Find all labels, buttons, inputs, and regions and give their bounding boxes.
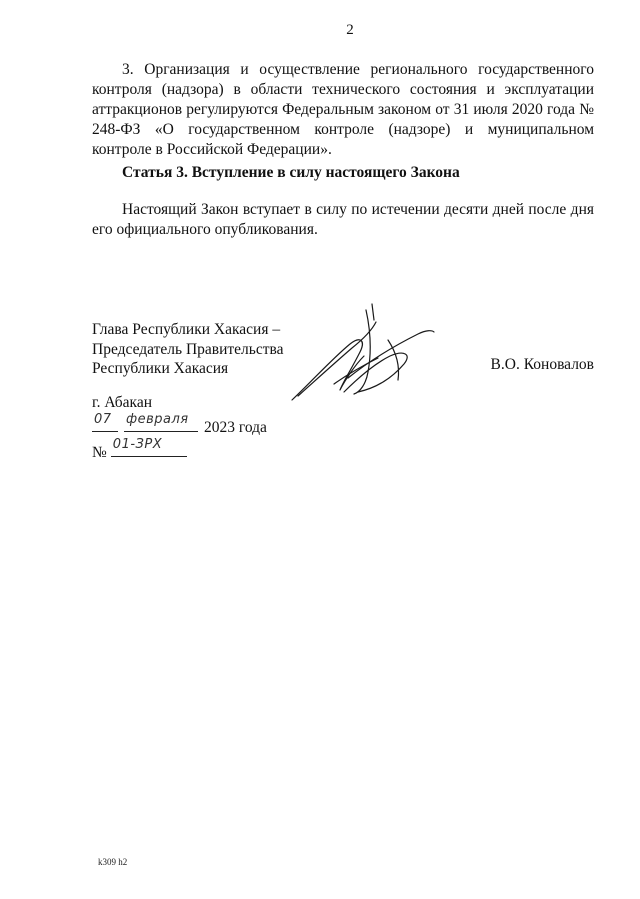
paragraph-entry-into-force: Настоящий Закон вступает в силу по истечении десяти дней после дня его официального опубликования.: [92, 201, 594, 238]
handwritten-number-field: [111, 438, 187, 457]
signer-title-line-2: Председатель Правительства: [92, 340, 284, 358]
footer-document-code: k309 h2: [98, 857, 128, 867]
signer-name: В.О. Коновалов: [490, 356, 594, 373]
year-text: 2023 года: [204, 419, 267, 436]
page-number: 2: [346, 22, 354, 38]
article-3-heading: Статья 3. Вступление в силу настоящего Закона: [122, 164, 460, 181]
handwritten-day: 07: [94, 412, 112, 427]
handwritten-month-field: [124, 413, 198, 432]
number-sign: №: [92, 444, 107, 461]
paragraph-3-organization: 3. Организация и осуществление регионального государственного контроля (надзора) в области технического состояния и эксплуатации аттракционов регулируются Федеральным законом от 31 июля 2020 года № 248-ФЗ «О государственном контроле (надзоре) и муниципальном контроле в Российской Федерации».: [92, 61, 594, 158]
city: г. Абакан: [92, 394, 153, 411]
handwritten-month: февраля: [126, 412, 189, 427]
handwritten-number: 01-ЗРХ: [112, 437, 163, 452]
handwritten-day-field: [92, 413, 118, 432]
law-number-line: [92, 438, 352, 463]
signer-title-line-1: Глава Республики Хакасия –: [92, 321, 281, 338]
signer-title-line-3: Республики Хакасия: [92, 360, 229, 377]
place-date-block: [92, 393, 352, 463]
